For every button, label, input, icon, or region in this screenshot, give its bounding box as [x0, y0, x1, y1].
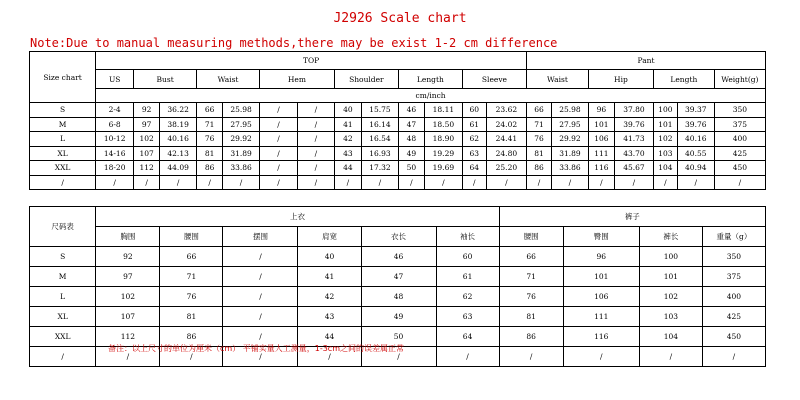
table-cell: 49: [361, 307, 436, 327]
table-cell: 36.22: [160, 103, 197, 118]
header-us: US: [96, 70, 134, 89]
table-cell: 100: [653, 103, 677, 118]
table-cell: 86: [160, 327, 223, 347]
table-row: [30, 146, 766, 161]
table-cell: /: [223, 307, 298, 327]
measurement-note: Note:Due to manual measuring methods,there may be exist 1-2 cm difference: [30, 36, 558, 50]
table-cell: 425: [702, 307, 765, 327]
table-cell: /: [260, 146, 298, 161]
size-cell: L: [30, 287, 96, 307]
table-cell: 41.73: [614, 132, 653, 147]
size-cell: /: [30, 175, 96, 190]
table-cell: 50: [361, 327, 436, 347]
table-cell: 39.76: [614, 117, 653, 132]
table-cell: 86: [527, 161, 552, 176]
table-cell: 450: [702, 327, 765, 347]
table-cell: 112: [96, 327, 160, 347]
table-cell: /: [677, 175, 714, 190]
header-sleeve: Sleeve: [462, 70, 526, 89]
table-cell: 86: [499, 327, 563, 347]
size-cell: S: [30, 247, 96, 267]
table-cell: 107: [96, 307, 160, 327]
top-group-header-cn: 上衣: [96, 207, 499, 227]
table-cell: 76: [197, 132, 223, 147]
table-cell: 19.69: [424, 161, 462, 176]
table-cell: 40.16: [677, 132, 714, 147]
table-cell: 86: [197, 161, 223, 176]
table-cell: /: [223, 327, 298, 347]
table-cell: 48: [361, 287, 436, 307]
table-row: [30, 103, 766, 118]
table-cell: 27.95: [551, 117, 588, 132]
table-cell: 63: [436, 307, 499, 327]
table-cell: 116: [588, 161, 614, 176]
table-cell: 111: [563, 307, 639, 327]
table-cell: 42.13: [160, 146, 197, 161]
table-row: [30, 117, 766, 132]
table-cell: 101: [563, 267, 639, 287]
header-pant-waist: Waist: [527, 70, 589, 89]
header-length-cn: 衣长: [361, 227, 436, 247]
table-cell: 25.20: [486, 161, 526, 176]
table-cell: 76: [160, 287, 223, 307]
table-cell: /: [160, 347, 223, 367]
table-cell: 81: [160, 307, 223, 327]
table-cell: /: [588, 175, 614, 190]
table-cell: 76: [499, 287, 563, 307]
table-cell: 40.94: [677, 161, 714, 176]
table-cell: 23.62: [486, 103, 526, 118]
table-cell: /: [563, 347, 639, 367]
table-cell: 18.50: [424, 117, 462, 132]
header-waist-cn: 腰围: [160, 227, 223, 247]
table-cell: 71: [527, 117, 552, 132]
table-cell: 40.16: [160, 132, 197, 147]
table-cell: 49: [398, 146, 424, 161]
table-cell: /: [653, 175, 677, 190]
table-row: [30, 175, 766, 190]
header-hem: Hem: [260, 70, 335, 89]
size-cell: XL: [30, 307, 96, 327]
table-cell: 66: [197, 103, 223, 118]
table-cell: 400: [702, 287, 765, 307]
header-shoulder: Shoulder: [334, 70, 398, 89]
table-cell: 71: [197, 117, 223, 132]
table-cell: 41: [298, 267, 361, 287]
table-cell: 43: [298, 307, 361, 327]
table-cell: 103: [653, 146, 677, 161]
table-cell: 18-20: [96, 161, 134, 176]
table-cell: 47: [398, 117, 424, 132]
table-cell: /: [96, 175, 134, 190]
table-cell: /: [260, 103, 298, 118]
table-cell: 48: [398, 132, 424, 147]
table-cell: 66: [527, 103, 552, 118]
table-cell: 66: [160, 247, 223, 267]
table-cell: 101: [653, 117, 677, 132]
table-cell: /: [297, 117, 334, 132]
table-cell: 39.76: [677, 117, 714, 132]
table-cell: /: [134, 175, 160, 190]
table-cell: 111: [588, 146, 614, 161]
table-cell: 71: [160, 267, 223, 287]
header-hip-cn: 臀围: [563, 227, 639, 247]
table-cell: 25.98: [551, 103, 588, 118]
table-cell: 41: [334, 117, 361, 132]
header-pant-waist-cn: 腰围: [499, 227, 563, 247]
table-cell: 24.02: [486, 117, 526, 132]
table-cell: 96: [563, 247, 639, 267]
table-cell: 102: [134, 132, 160, 147]
table-cell: 100: [639, 247, 702, 267]
table-cell: /: [486, 175, 526, 190]
table-cell: 31.89: [551, 146, 588, 161]
header-sleeve-cn: 袖长: [436, 227, 499, 247]
top-group-header: TOP: [96, 52, 527, 70]
table-cell: 106: [588, 132, 614, 147]
table-row: [30, 267, 766, 287]
table-cell: 47: [361, 267, 436, 287]
table-cell: 45.67: [614, 161, 653, 176]
table-cell: 101: [639, 267, 702, 287]
table-cell: 106: [563, 287, 639, 307]
pant-group-header-cn: 裤子: [499, 207, 765, 227]
header-bust: Bust: [134, 70, 197, 89]
table-cell: 38.19: [160, 117, 197, 132]
table-cell: 44: [298, 327, 361, 347]
table-cell: 66: [499, 247, 563, 267]
table-cell: 44.09: [160, 161, 197, 176]
table-cell: 102: [639, 287, 702, 307]
table-cell: 19.29: [424, 146, 462, 161]
table-cell: 400: [714, 132, 765, 147]
table-cell: 27.95: [223, 117, 260, 132]
size-chart-table-english: [29, 51, 766, 190]
table-cell: 17.32: [361, 161, 398, 176]
size-chart-label: Size chart: [30, 52, 96, 103]
table-cell: 42: [334, 132, 361, 147]
table-cell: 33.86: [551, 161, 588, 176]
bottom-note-cn: 备注：以上尺寸的单位为厘米（cm） 平铺实量人工测量，1-3cm之间的误差属正常: [108, 344, 404, 353]
table-cell: 450: [714, 161, 765, 176]
table-cell: 92: [134, 103, 160, 118]
table-cell: /: [297, 103, 334, 118]
table-cell: /: [197, 175, 223, 190]
table-cell: 42: [298, 287, 361, 307]
table-cell: 29.92: [223, 132, 260, 147]
table-cell: /: [436, 347, 499, 367]
table-cell: /: [260, 161, 298, 176]
table-cell: /: [260, 175, 298, 190]
table-cell: 62: [436, 287, 499, 307]
size-cell: XL: [30, 146, 96, 161]
size-cell: XXL: [30, 161, 96, 176]
table-cell: 50: [398, 161, 424, 176]
table-cell: 81: [527, 146, 552, 161]
table-cell: 2-4: [96, 103, 134, 118]
table-cell: 60: [436, 247, 499, 267]
table-cell: 103: [639, 307, 702, 327]
table-cell: /: [714, 175, 765, 190]
pant-group-header: Pant: [527, 52, 766, 70]
table-cell: 31.89: [223, 146, 260, 161]
table-cell: /: [96, 347, 160, 367]
table-cell: /: [223, 287, 298, 307]
header-hip: Hip: [588, 70, 653, 89]
table-cell: 61: [462, 117, 486, 132]
header-hem-cn: 摆围: [223, 227, 298, 247]
table-cell: 81: [499, 307, 563, 327]
table-cell: 63: [462, 146, 486, 161]
table-cell: 29.92: [551, 132, 588, 147]
table-cell: 40.55: [677, 146, 714, 161]
table-cell: 64: [436, 327, 499, 347]
table-cell: 39.37: [677, 103, 714, 118]
table-cell: 81: [197, 146, 223, 161]
chart-title: J2926 Scale chart: [333, 11, 467, 26]
size-cell: XXL: [30, 327, 96, 347]
table-cell: /: [361, 175, 398, 190]
table-cell: 33.86: [223, 161, 260, 176]
table-cell: /: [551, 175, 588, 190]
header-waist: Waist: [197, 70, 260, 89]
table-cell: 425: [714, 146, 765, 161]
table-cell: /: [298, 347, 361, 367]
table-cell: 46: [398, 103, 424, 118]
table-cell: 112: [134, 161, 160, 176]
table-cell: /: [361, 347, 436, 367]
table-cell: 18.90: [424, 132, 462, 147]
table-cell: /: [639, 347, 702, 367]
table-cell: /: [462, 175, 486, 190]
table-cell: 96: [588, 103, 614, 118]
header-length: Length: [398, 70, 462, 89]
header-weight: Weight(g): [714, 70, 765, 89]
table-cell: /: [160, 175, 197, 190]
header-pant-length: Length: [653, 70, 714, 89]
size-cell: M: [30, 117, 96, 132]
table-cell: 25.98: [223, 103, 260, 118]
size-cell: L: [30, 132, 96, 147]
table-cell: 71: [499, 267, 563, 287]
table-cell: 97: [134, 117, 160, 132]
table-cell: 10-12: [96, 132, 134, 147]
table-cell: 64: [462, 161, 486, 176]
table-cell: 101: [588, 117, 614, 132]
table-row: [30, 307, 766, 327]
table-cell: 104: [653, 161, 677, 176]
table-row: [30, 247, 766, 267]
table-cell: 6-8: [96, 117, 134, 132]
table-cell: /: [398, 175, 424, 190]
table-cell: /: [297, 161, 334, 176]
table-cell: /: [297, 175, 334, 190]
table-cell: 350: [702, 247, 765, 267]
table-row: [30, 132, 766, 147]
table-row: [30, 287, 766, 307]
table-cell: 37.80: [614, 103, 653, 118]
header-pant-length-cn: 裤长: [639, 227, 702, 247]
table-cell: /: [424, 175, 462, 190]
table-cell: 76: [527, 132, 552, 147]
table-cell: 24.80: [486, 146, 526, 161]
table-cell: 24.41: [486, 132, 526, 147]
table-cell: 61: [436, 267, 499, 287]
table-cell: 60: [462, 103, 486, 118]
table-cell: 16.54: [361, 132, 398, 147]
table-cell: /: [614, 175, 653, 190]
table-cell: 15.75: [361, 103, 398, 118]
table-cell: 16.93: [361, 146, 398, 161]
table-cell: /: [499, 347, 563, 367]
table-cell: 102: [96, 287, 160, 307]
table-cell: 97: [96, 267, 160, 287]
table-cell: /: [702, 347, 765, 367]
table-cell: /: [260, 132, 298, 147]
size-cell: M: [30, 267, 96, 287]
header-weight-cn: 重量（g）: [702, 227, 765, 247]
size-cell: S: [30, 103, 96, 118]
unit-label: cm/inch: [96, 89, 766, 103]
table-cell: 62: [462, 132, 486, 147]
table-cell: /: [223, 347, 298, 367]
table-cell: 350: [714, 103, 765, 118]
table-cell: 375: [702, 267, 765, 287]
header-shoulder-cn: 肩宽: [298, 227, 361, 247]
table-cell: /: [334, 175, 361, 190]
header-bust-cn: 胸围: [96, 227, 160, 247]
size-label-cn: 尺码表: [30, 207, 96, 247]
table-cell: 92: [96, 247, 160, 267]
table-cell: 375: [714, 117, 765, 132]
table-cell: 43.70: [614, 146, 653, 161]
table-cell: 18.11: [424, 103, 462, 118]
size-cell: /: [30, 347, 96, 367]
table-cell: 102: [653, 132, 677, 147]
table-cell: /: [297, 132, 334, 147]
table-cell: /: [223, 267, 298, 287]
table-cell: 40: [298, 247, 361, 267]
table-cell: /: [297, 146, 334, 161]
table-cell: 107: [134, 146, 160, 161]
table-row: [30, 161, 766, 176]
table-cell: 116: [563, 327, 639, 347]
table-cell: /: [223, 247, 298, 267]
table-cell: /: [223, 175, 260, 190]
table-cell: 14-16: [96, 146, 134, 161]
table-cell: 44: [334, 161, 361, 176]
table-cell: /: [527, 175, 552, 190]
table-cell: 104: [639, 327, 702, 347]
table-cell: 16.14: [361, 117, 398, 132]
table-cell: 46: [361, 247, 436, 267]
table-cell: 40: [334, 103, 361, 118]
table-cell: 43: [334, 146, 361, 161]
table-cell: /: [260, 117, 298, 132]
